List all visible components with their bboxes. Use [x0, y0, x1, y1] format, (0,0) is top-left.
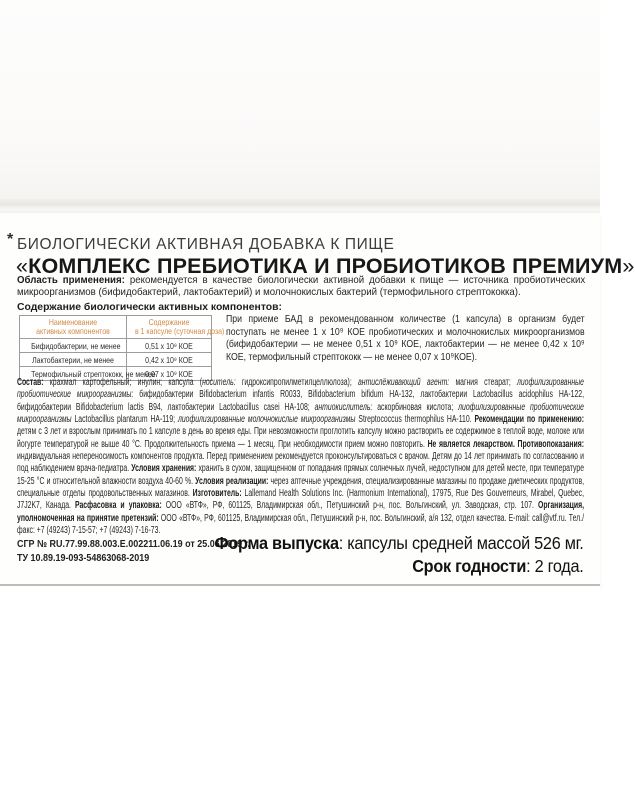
table-header-row: [20, 316, 212, 339]
tu-number: ТУ 10.89.19-093-54863068-2019: [17, 552, 150, 564]
release-info: [187, 532, 584, 578]
open-guillemet: «: [16, 254, 29, 278]
table-row: [20, 339, 212, 353]
supplement-label: [0, 213, 635, 586]
release-form-line: [215, 532, 584, 555]
header-text: активных компонентов: [36, 327, 110, 336]
release-form-label: Форма выпуска: [215, 533, 340, 553]
product-name-text: КОМПЛЕКС ПРЕБИОТИКА И ПРОБИОТИКОВ ПРЕМИУМ: [28, 254, 623, 278]
release-form-value: : капсулы средней массой 526 мг.: [339, 533, 584, 553]
cell-text: Бифидобактерии, не менее: [31, 340, 121, 351]
header-cell-content: [127, 316, 225, 339]
product-category: БИОЛОГИЧЕСКИ АКТИВНАЯ ДОБАВКА К ПИЩЕ: [17, 236, 395, 253]
package-fold-edge: [0, 199, 600, 214]
scope-of-use-paragraph: Область применения: рекомендуется в качестве биологически активной добавки к пище — источника пробиотических микроорганизмов (бифидобактерий, лактобактерий) и молочнокислых бактерий (термофильного стрептококка).: [17, 275, 586, 299]
cell-text: Термофильный стрептококк, не менее: [31, 368, 156, 379]
close-guillemet: »: [622, 254, 635, 278]
intake-note: При приеме БАД в рекомендованном количестве (1 капсула) в организм будет поступать не менее 1 x 10⁹ КОЕ пробиотических и молочнокислых микроорганизмов (бифидобактерии — не менее 0,51 x 10⁹ КОЕ, лактобактерии — не менее 0,42 x 10⁹ КОЕ, термофильный стрептококк — не менее 0,07 x 10⁹КОЕ).: [226, 314, 585, 364]
package-top-panel: [0, 0, 600, 199]
component-value-cell: [127, 353, 212, 367]
header-text: Наименование: [48, 318, 98, 327]
cell-text: 0,42 x 10⁹ КОЕ: [145, 354, 193, 365]
shelf-life-value: : 2 года.: [526, 556, 584, 576]
component-value-cell: [127, 339, 212, 353]
component-name-cell: [20, 353, 127, 367]
header-cell-component: [20, 316, 127, 339]
table-row: [20, 353, 212, 367]
sgr-number: СГР № RU.77.99.88.003.Е.002211.06.19 от 25.06.2019 г.: [17, 539, 250, 550]
cell-text: 0,07 x 10⁹ КОЕ: [145, 368, 193, 379]
component-name-cell: [20, 339, 127, 353]
components-table: [19, 315, 225, 381]
shelf-life-line: [215, 555, 584, 578]
background-below-label: [0, 586, 600, 800]
header-text: Содержание: [148, 318, 190, 327]
shelf-life-label: Срок годности: [412, 556, 527, 576]
header-text: в 1 капсуле (суточная доза): [135, 327, 225, 336]
label-body-text: Состав: крахмал картофельный; инулин; капсула (носитель: гидроксипропилметилцеллюлоза); антислёживающий агент: магния стеарат; лиофилизированные пробиотические микроорганизмы: бифидобактерии Bifidobacterium infantis R0033, Bifidobacterium bifidum HA-132, лактобактерии Lactobacillus acidophilus HA-122, бифидобактерии Bifidobacterium lactis B94, лактобактерии Lactobacillus casei HA-108; антиокислитель: аскорбиновая кислота; лиофилизированные пробиотические микроорганизмы Lactobacillus plantarum HA-119; лиофилизированные молочнокислые микроорганизмы Streptococcus thermophilus HA-110. Рекомендации по применению: детям с 3 лет и взрослым принимать по 1 капсуле в день во время еды. При невозможности проглотить капсулу можно растворить ее содержимое в теплой воде, молоке или йогурте температурой не выше 40 °С. Продолжительность приема — 1 месяц. При необходимости прием можно повторить. Не является лекарством. Противопоказания: индивидуальная непереносимость компонентов продукта. Перед применением рекомендуется проконсультироваться с врачом. Детям до 14 лет принимать по согласованию и под наблюдением врача-педиатра. Условия хранения: хранить в сухом, защищенном от попадания прямых солнечных лучей, недоступном для детей месте, при температуре 15-25 °С и относительной влажности воздуха 40-60 %. Условия реализации: через аптечные учреждения, специализированные магазины по продаже диетических продуктов, специальные отделы продовольственных магазинов. Изготовитель: Lallemand Health Solutions Inc. (Harmonium International), 17975, Rue Des Gouverneurs, Mirabel, Quebec, J7J2K7, Канада. Расфасовка и упаковка: ООО «ВТФ», РФ, 601125, Владимирская обл., Петушинский р-н, пос. Вольгинский, ул. Заводская, стр. 107. Организация, уполномоченная на принятие претензий: ООО «ВТФ», РФ, 601125, Владимирская обл., Петушинский р-н, пос. Вольгинский, а/я 132, отдел качества. E-mail: call@vtf.ru. Тел./факс: +7 (49243) 7-15-57; +7 (49243) 7-16-73.: [17, 377, 585, 537]
components-heading: Содержание биологически активных компонентов:: [17, 302, 282, 313]
cell-text: Лактобактерии, не менее: [32, 354, 114, 365]
footnote-asterisk: *: [7, 231, 14, 248]
cell-text: 0,51 x 10⁹ КОЕ: [145, 340, 193, 351]
